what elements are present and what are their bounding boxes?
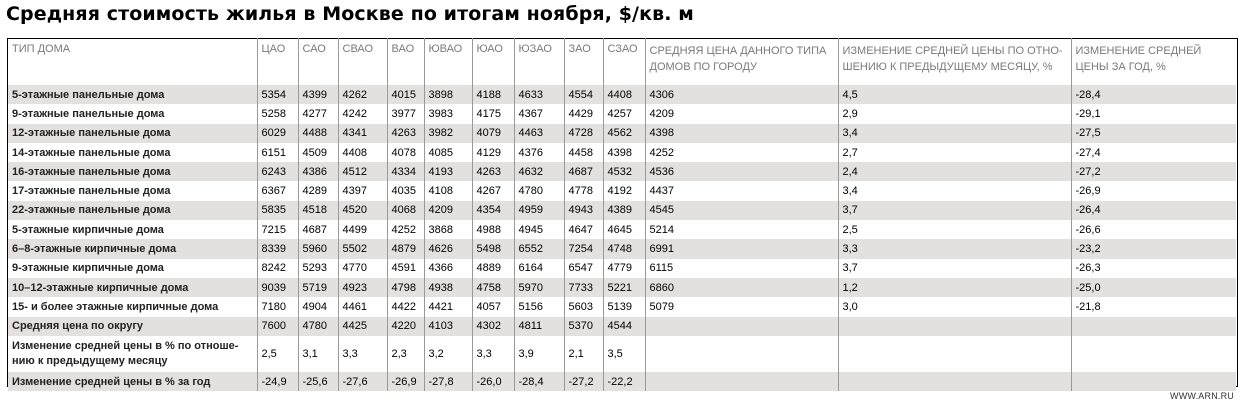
table-cell: 4192 (603, 181, 645, 200)
table-cell: 4647 (564, 220, 603, 239)
table-cell: 4399 (298, 85, 338, 104)
row-label: Изменение средней цены в % за год (8, 372, 257, 391)
table-cell: 2,3 (387, 336, 424, 372)
table-cell: 6115 (645, 259, 838, 278)
row-label: 5-этажные панельные дома (8, 85, 257, 104)
row-label: 17-этажные панельные дома (12, 185, 171, 198)
table-cell: 4458 (564, 143, 603, 162)
table-cell: 4798 (387, 278, 424, 297)
table-cell: -26,9 (1071, 181, 1236, 200)
table-cell: 4263 (387, 124, 424, 143)
table-cell: 7180 (257, 297, 298, 316)
table-cell: -21,8 (1071, 297, 1236, 316)
column-header: ЦАО (257, 38, 298, 85)
column-header: ЮВАО (424, 38, 472, 85)
table-cell (838, 317, 1071, 336)
table-cell: 4263 (472, 162, 514, 181)
table-cell: 5258 (257, 104, 298, 123)
table-row (8, 124, 1236, 143)
table-cell: 4687 (564, 162, 603, 181)
table-cell: 6991 (645, 239, 838, 258)
table-cell: 4811 (514, 317, 564, 336)
column-header: ВАО (387, 38, 424, 85)
table-cell: 4376 (514, 143, 564, 162)
table-row (8, 143, 1236, 162)
table-row (8, 278, 1236, 297)
table-cell: 4509 (298, 143, 338, 162)
table-cell: 4461 (338, 297, 387, 316)
table-cell: 4068 (387, 201, 424, 220)
table-cell: 4544 (603, 317, 645, 336)
table-cell: 4959 (514, 201, 564, 220)
table-cell: 5719 (298, 278, 338, 297)
table-cell: 4267 (472, 181, 514, 200)
table-cell: 3898 (424, 85, 472, 104)
column-header: ТИП ДОМА (12, 43, 71, 55)
table-cell: 4408 (338, 143, 387, 162)
table-cell: 4252 (387, 220, 424, 239)
table-cell: 5835 (257, 201, 298, 220)
table-cell: 3,5 (603, 336, 645, 372)
table-cell: 4398 (645, 124, 838, 143)
table-cell (1071, 372, 1236, 391)
table-cell: -26,9 (387, 372, 424, 391)
table-cell: 4532 (603, 162, 645, 181)
table-cell: -25,0 (1071, 278, 1236, 297)
table-cell: 4389 (603, 201, 645, 220)
table-cell: -28,4 (514, 372, 564, 391)
table-cell: 4242 (338, 104, 387, 123)
table-cell: 5079 (645, 297, 838, 316)
table-cell: 5221 (603, 278, 645, 297)
table-cell: 4078 (387, 143, 424, 162)
table-cell: -27,4 (1071, 143, 1236, 162)
table-cell: 3,1 (298, 336, 338, 372)
table-row (8, 317, 1236, 336)
table-cell: -29,1 (1071, 104, 1236, 123)
table-cell: 1,2 (838, 278, 1071, 297)
table-cell: 4488 (298, 124, 338, 143)
table-cell: 4175 (472, 104, 514, 123)
table-cell: 4779 (603, 259, 645, 278)
table-row (8, 336, 1236, 372)
table-cell: 6029 (257, 124, 298, 143)
table-cell: 4545 (645, 201, 838, 220)
table-cell: 9039 (257, 278, 298, 297)
table-cell: 4193 (424, 162, 472, 181)
table-cell: 4988 (472, 220, 514, 239)
page-title: Средняя стоимость жилья в Москве по итогам ноября, $/кв. м (6, 3, 694, 25)
table-row (8, 181, 1236, 200)
row-label: 10–12-этажные кирпичные дома (8, 278, 257, 297)
table-cell: 4220 (387, 317, 424, 336)
table-cell: 7215 (257, 220, 298, 239)
table-cell: 3,3 (472, 336, 514, 372)
column-header: САО (298, 38, 338, 85)
table-cell: 7254 (564, 239, 603, 258)
table-cell: 4633 (514, 85, 564, 104)
source-label: WWW.ARN.RU (1170, 391, 1234, 401)
table-cell: 4889 (472, 259, 514, 278)
table-cell: 4367 (514, 104, 564, 123)
table-cell: 4209 (645, 104, 838, 123)
table-cell: -27,2 (564, 372, 603, 391)
table-cell: 5970 (514, 278, 564, 297)
table-cell: 4512 (338, 162, 387, 181)
table-cell: 4057 (472, 297, 514, 316)
table-cell: 3,9 (514, 336, 564, 372)
table-cell (645, 336, 838, 372)
table-cell: 4879 (387, 239, 424, 258)
table-cell: 5214 (645, 220, 838, 239)
table-cell: 4334 (387, 162, 424, 181)
table-cell: 4778 (564, 181, 603, 200)
table-cell: 4397 (338, 181, 387, 200)
table-cell: 4289 (298, 181, 338, 200)
table-cell: 4188 (472, 85, 514, 104)
table-cell: 4518 (298, 201, 338, 220)
table-cell: 5156 (514, 297, 564, 316)
table-cell: 4252 (645, 143, 838, 162)
table-cell: 3983 (424, 104, 472, 123)
table-cell: 4943 (564, 201, 603, 220)
table-cell: 4354 (472, 201, 514, 220)
table-cell: 6547 (564, 259, 603, 278)
table-cell: 4520 (338, 201, 387, 220)
table-cell (645, 372, 838, 391)
table-cell: 2,9 (838, 104, 1071, 123)
table-cell: 3982 (424, 124, 472, 143)
table-cell: -26,4 (1071, 201, 1236, 220)
table-cell: 4257 (603, 104, 645, 123)
table-cell: 2,5 (838, 220, 1071, 239)
table-cell: 5498 (472, 239, 514, 258)
table-cell: 4728 (564, 124, 603, 143)
table-cell: -27,5 (1071, 124, 1236, 143)
table-cell: -26,0 (472, 372, 514, 391)
table-cell: 7600 (257, 317, 298, 336)
table-cell: 3,4 (838, 181, 1071, 200)
table-row (8, 162, 1236, 181)
table-cell: 4129 (472, 143, 514, 162)
table-cell: 4770 (338, 259, 387, 278)
table-cell: 2,1 (564, 336, 603, 372)
table-cell: 4437 (645, 181, 838, 200)
table-cell: 4366 (424, 259, 472, 278)
table-cell (1071, 336, 1236, 372)
table-header-row (8, 38, 1236, 85)
table-cell: 6243 (257, 162, 298, 181)
table-cell: 4780 (298, 317, 338, 336)
column-header: ИЗМЕНЕНИЕ СРЕДНЕЙ ЦЕНЫ ЗА ГОД, % (1071, 38, 1236, 85)
table-cell: 2,7 (838, 143, 1071, 162)
table-cell: 3,2 (424, 336, 472, 372)
table-cell: 5293 (298, 259, 338, 278)
table-cell: 4499 (338, 220, 387, 239)
table-cell: 4015 (387, 85, 424, 104)
row-label: 9-этажные кирпичные дома (12, 262, 164, 275)
table-cell: 4209 (424, 201, 472, 220)
table-cell: 4079 (472, 124, 514, 143)
table-row (8, 104, 1236, 123)
table-cell: 3,0 (838, 297, 1071, 316)
table-cell (645, 317, 838, 336)
table-cell: 4108 (424, 181, 472, 200)
table-cell: 4554 (564, 85, 603, 104)
table-cell: -22,2 (603, 372, 645, 391)
row-label: 5-этажные кирпичные дома (12, 223, 164, 236)
column-header: ЮЗАО (514, 38, 564, 85)
table-cell (1071, 317, 1236, 336)
table-cell: 5603 (564, 297, 603, 316)
table-cell: 4632 (514, 162, 564, 181)
row-label: 9-этажные панельные дома (12, 107, 165, 120)
column-header: СВАО (338, 38, 387, 85)
table-cell: 4277 (298, 104, 338, 123)
table-cell: 3,3 (838, 239, 1071, 258)
table-cell: 5139 (603, 297, 645, 316)
table-cell: 6164 (514, 259, 564, 278)
table-cell: 4421 (424, 297, 472, 316)
table-cell: -23,2 (1071, 239, 1236, 258)
table-row (8, 201, 1236, 220)
table-cell: 3868 (424, 220, 472, 239)
table-cell: 4748 (603, 239, 645, 258)
table-cell: 5354 (257, 85, 298, 104)
row-label: 15- и более этажные кирпичные дома (12, 300, 219, 313)
table-cell: -27,2 (1071, 162, 1236, 181)
table-cell: -28,4 (1071, 85, 1236, 104)
table-cell: 4687 (298, 220, 338, 239)
row-label: 12-этажные панельные дома (8, 124, 257, 143)
table-cell: 4035 (387, 181, 424, 200)
table-cell: 3,7 (838, 201, 1071, 220)
table-cell: -25,6 (298, 372, 338, 391)
table-cell: 3,3 (338, 336, 387, 372)
table-cell: 6552 (514, 239, 564, 258)
table-cell: 4536 (645, 162, 838, 181)
table-cell: -26,3 (1071, 259, 1236, 278)
row-label: 6–8-этажные кирпичные дома (8, 239, 257, 258)
table-cell: 4262 (338, 85, 387, 104)
table-cell: 4408 (603, 85, 645, 104)
table-cell: -24,9 (257, 372, 298, 391)
table-cell: 4,5 (838, 85, 1071, 104)
table-cell: 4422 (387, 297, 424, 316)
column-header: ЮАО (472, 38, 514, 85)
table-cell: 5370 (564, 317, 603, 336)
row-label: 16-этажные панельные дома (8, 162, 257, 181)
row-label: 22-этажные панельные дома (8, 201, 257, 220)
table-cell: 4923 (338, 278, 387, 297)
table-cell: 8339 (257, 239, 298, 258)
table-cell: 3977 (387, 104, 424, 123)
column-header: СРЕДНЯЯ ЦЕНА ДАННОГО ТИПА ДОМОВ ПО ГОРОДУ (645, 38, 838, 85)
table-cell: 4103 (424, 317, 472, 336)
table-cell: 4562 (603, 124, 645, 143)
column-header: СЗАО (603, 38, 645, 85)
table-cell: 4758 (472, 278, 514, 297)
table-cell: 4429 (564, 104, 603, 123)
table-cell: 4302 (472, 317, 514, 336)
table-row (8, 372, 1236, 391)
table-cell: 6151 (257, 143, 298, 162)
table-cell: 5502 (338, 239, 387, 258)
table-row (8, 239, 1236, 258)
table-cell: 4591 (387, 259, 424, 278)
table-cell: 4463 (514, 124, 564, 143)
table-cell: -26,6 (1071, 220, 1236, 239)
table-cell: 2,5 (257, 336, 298, 372)
row-label: Средняя цена по округу (8, 317, 257, 336)
table-row (8, 259, 1236, 278)
table-cell: 4945 (514, 220, 564, 239)
table-cell: 8242 (257, 259, 298, 278)
table-row (8, 297, 1236, 316)
table-cell: 4780 (514, 181, 564, 200)
table-row (8, 85, 1236, 104)
table-cell: 4085 (424, 143, 472, 162)
row-label: 14-этажные панельные дома (12, 146, 171, 159)
column-header: ЗАО (564, 38, 603, 85)
table-cell: 4386 (298, 162, 338, 181)
table-cell: 4341 (338, 124, 387, 143)
table-row (8, 220, 1236, 239)
table-cell: 3,4 (838, 124, 1071, 143)
table-cell: 4645 (603, 220, 645, 239)
row-label: Изменение средней цены в % по отноше-нию к предыдущему месяцу (12, 339, 239, 367)
column-header: ИЗМЕНЕНИЕ СРЕДНЕЙ ЦЕНЫ ПО ОТНО-ШЕНИЮ К ПРЕДЫДУЩЕМУ МЕСЯЦУ, % (838, 38, 1071, 85)
table-cell (838, 336, 1071, 372)
table-cell: -27,6 (338, 372, 387, 391)
table-cell: 2,4 (838, 162, 1071, 181)
table-cell: 4425 (338, 317, 387, 336)
table-cell: -27,8 (424, 372, 472, 391)
table-cell: 4626 (424, 239, 472, 258)
price-table (8, 38, 1236, 391)
table-cell (838, 372, 1071, 391)
table-cell: 3,7 (838, 259, 1071, 278)
table-cell: 4306 (645, 85, 838, 104)
table-cell: 5960 (298, 239, 338, 258)
table-cell: 4904 (298, 297, 338, 316)
table-cell: 6860 (645, 278, 838, 297)
table-cell: 4938 (424, 278, 472, 297)
table-cell: 7733 (564, 278, 603, 297)
table-cell: 6367 (257, 181, 298, 200)
table-cell: 4398 (603, 143, 645, 162)
